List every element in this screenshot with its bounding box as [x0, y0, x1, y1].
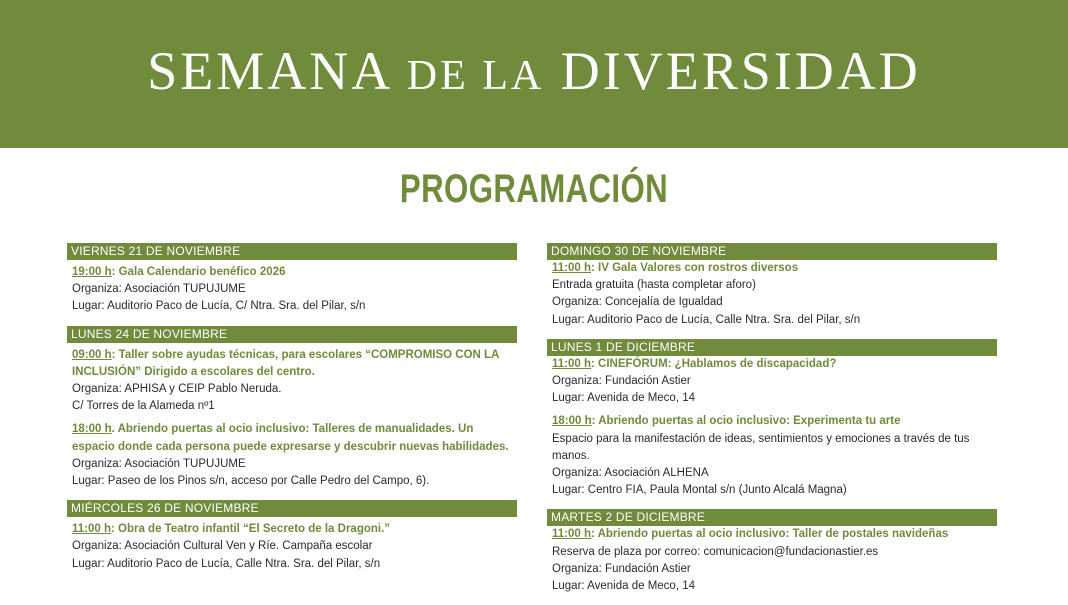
event-line: Organiza: Asociación TUPUJUME — [72, 283, 246, 296]
event — [547, 526, 997, 595]
event-title: : Obra de Teatro infantil “El Secreto de la Dragoni.” — [111, 523, 391, 536]
section-heading: PROGRAMACIÓN — [399, 167, 669, 211]
day-block — [547, 243, 997, 329]
event — [67, 347, 517, 416]
event-time: 09:00 h — [72, 348, 112, 361]
event-time: 18:00 h — [72, 423, 112, 436]
event-line: Espacio para la manifestación de ideas, sentimientos y emociones a través de tus manos. — [552, 432, 970, 462]
title-part-2: DE LA — [406, 53, 545, 99]
page-title — [0, 41, 1068, 106]
day-header: MIÉRCOLES 26 DE NOVIEMBRE — [67, 500, 517, 517]
event — [547, 356, 997, 408]
event-title: : Abriendo puertas al ocio inclusivo: Experimenta tu arte — [591, 415, 901, 428]
event-line: Organiza: Concejalía de Igualdad — [552, 296, 723, 309]
event-line: Organiza: Asociación ALHENA — [552, 467, 709, 480]
event-title: : Abriendo puertas al ocio inclusivo: Taller de postales navideñas — [591, 528, 949, 541]
day-header: LUNES 24 DE NOVIEMBRE — [67, 326, 517, 343]
event — [67, 264, 517, 316]
event-line: Organiza: Fundación Astier — [552, 375, 691, 388]
day-block — [67, 500, 517, 573]
event-time: 11:00 h — [552, 357, 591, 370]
event-line: Lugar: Auditorio Paco de Lucía, Calle Ntra. Sra. del Pilar, s/n — [72, 557, 381, 570]
event-time: 11:00 h — [552, 262, 591, 274]
event — [67, 521, 517, 573]
event-line: Organiza: Asociación TUPUJUME — [72, 457, 246, 470]
event-line: Lugar: Avenida de Meco, 14 — [552, 580, 696, 593]
day-block — [67, 243, 517, 316]
right-column — [547, 243, 997, 605]
event-line: C/ Torres de la Alameda nº1 — [72, 400, 215, 413]
event — [547, 260, 997, 329]
day-block — [547, 509, 997, 595]
day-header: VIERNES 21 DE NOVIEMBRE — [67, 243, 517, 260]
event-title: : IV Gala Valores con rostros diversos — [591, 262, 799, 274]
event-time: 19:00 h — [72, 266, 112, 278]
event-time: 11:00 h — [72, 523, 111, 536]
title-part-3: DIVERSIDAD — [560, 41, 921, 101]
event-title: : Taller sobre ayudas técnicas, para escolares “COMPROMISO CON LA INCLUSIÓN” Dirigido a escolares del centro. — [72, 348, 499, 378]
event-line: Organiza: APHISA y CEIP Pablo Neruda. — [72, 383, 282, 396]
day-block — [67, 326, 517, 491]
event-time: 18:00 h — [552, 415, 592, 428]
left-column — [67, 243, 517, 583]
event-title: : Gala Calendario benéfico 2026 — [111, 266, 286, 278]
day-block — [547, 339, 997, 500]
event-title: : CINEFÓRUM: ¿Hablamos de discapacidad? — [591, 357, 837, 370]
event — [547, 413, 997, 499]
day-header: LUNES 1 DE DICIEMBRE — [547, 339, 997, 356]
event-line: Lugar: Auditorio Paco de Lucía, Calle Ntra. Sra. del Pilar, s/n — [552, 313, 861, 326]
event-line: Lugar: Auditorio Paco de Lucía, C/ Ntra. Sra. del Pilar, s/n — [72, 300, 366, 313]
day-header: MARTES 2 DE DICIEMBRE — [547, 509, 997, 526]
event-line: Reserva de plaza por correo: comunicacion@fundacionastier.es — [552, 545, 879, 558]
title-part-1: SEMANA — [147, 41, 391, 101]
event-title: . Abriendo puertas al ocio inclusivo: Talleres de manualidades. Un espacio donde cada persona puede expresarse y descubrir nuevas habilidades. — [72, 423, 509, 453]
event-line: Entrada gratuita (hasta completar aforo) — [552, 279, 756, 292]
event-time: 11:00 h — [552, 528, 591, 541]
event-line: Organiza: Asociación Cultural Ven y Ríe. Campaña escolar — [72, 540, 373, 553]
event-line: Lugar: Paseo de los Pinos s/n, acceso por Calle Pedro del Campo, 6). — [72, 475, 430, 488]
event — [67, 421, 517, 490]
event-line: Lugar: Centro FIA, Paula Montal s/n (Junto Alcalá Magna) — [552, 484, 847, 497]
event-line: Organiza: Fundación Astier — [552, 562, 691, 575]
header-banner — [0, 0, 1068, 148]
day-header: DOMINGO 30 DE NOVIEMBRE — [547, 243, 997, 260]
event-line: Lugar: Avenida de Meco, 14 — [552, 392, 696, 405]
